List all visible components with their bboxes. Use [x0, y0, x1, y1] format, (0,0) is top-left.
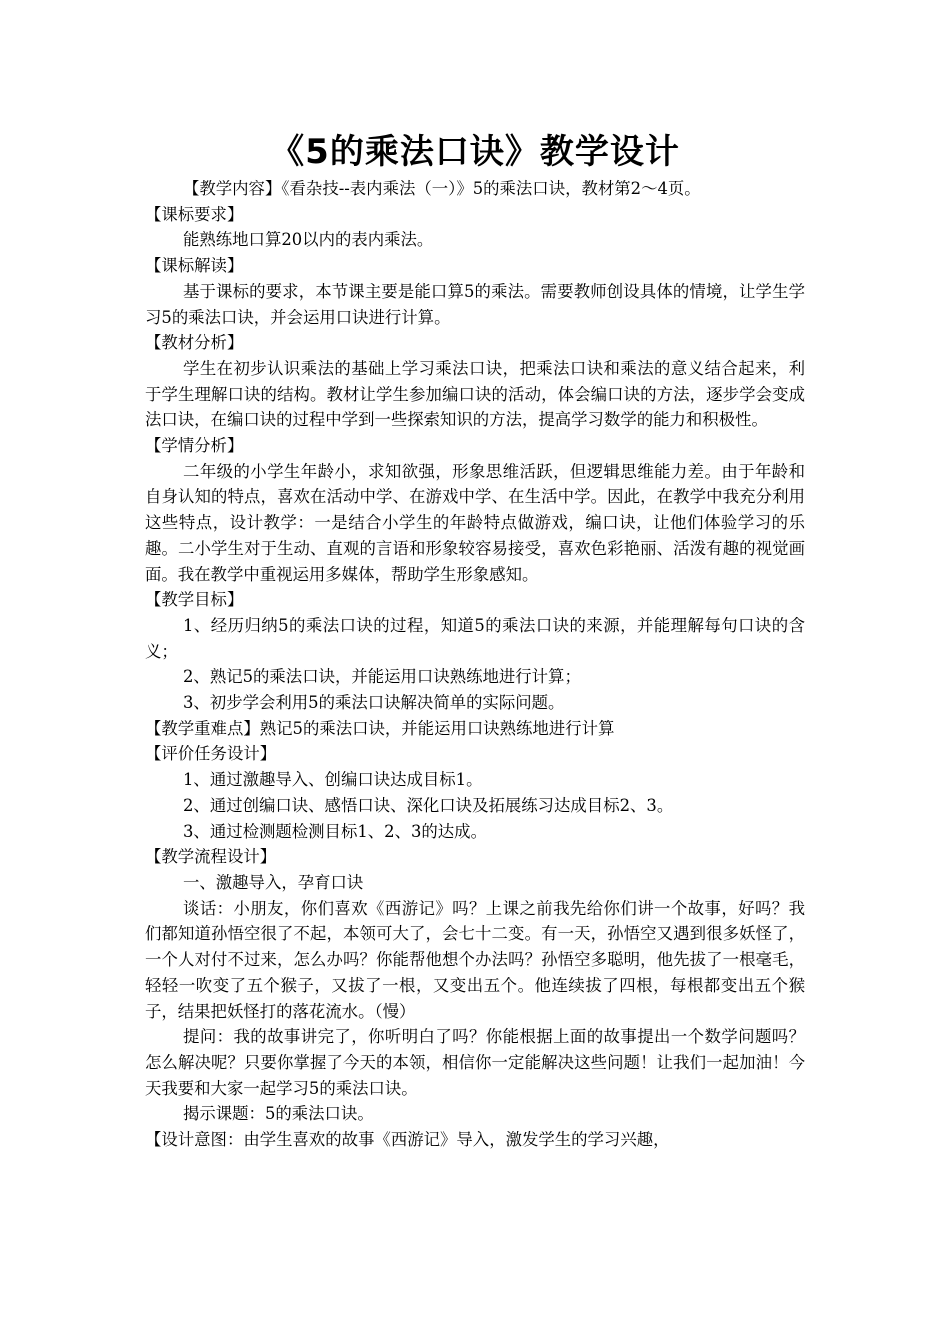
evaluation-item-1: 1、通过激趣导入、创编口诀达成目标1。 [183, 770, 483, 790]
paragraph-design-intent: 【设计意图：由学生喜欢的故事《西游记》导入，激发学生的学习兴趣， [145, 1130, 670, 1150]
paragraph-question: 提问：我的故事讲完了，你听明白了吗？你能根据上面的故事提出一个数学问题吗？怎么解决呢？只要你掌握了今天的本领，相信你一定能解决这些问题！让我们一起加油！今天我要和大家一起学习5的乘法口诀。 [145, 1027, 805, 1098]
heading-curriculum-interpretation: 【课标解读】 [145, 256, 244, 276]
heading-curriculum-requirements: 【课标要求】 [145, 204, 244, 224]
section-heading-introduction: 一、激趣导入，孕育口诀 [183, 872, 364, 892]
heading-student-analysis: 【学情分析】 [145, 436, 244, 456]
goal-item-3: 3、初步学会利用5的乘法口诀解决简单的实际问题。 [183, 693, 565, 713]
paragraph-story-dialogue: 谈话：小朋友，你们喜欢《西游记》吗？上课之前我先给你们讲一个故事，好吗？我们都知道孙悟空很了不起，本领可大了，会七十二变。有一天，孙悟空又遇到很多妖怪了，一个人对付不过来，怎么办吗？你能帮他想个办法吗？孙悟空多聪明，他先拔了一根毫毛，轻轻一吹变了五个猴子，又拔了一根，又变出五个。他连续拔了四根，每根都变出五个猴子，结果把妖怪打的落花流水。（慢） [145, 898, 805, 1021]
heading-evaluation-tasks: 【评价任务设计】 [145, 744, 277, 764]
paragraph-curriculum-requirements: 能熟练地口算20以内的表内乘法。 [183, 230, 434, 250]
paragraph-teaching-content: 【教学内容】《看杂技--表内乘法（一）》5的乘法口诀，教材第2～4页。 [183, 179, 701, 198]
paragraph-curriculum-interpretation: 基于课标的要求，本节课主要是能口算5的乘法。需要教师创设具体的情境，让学生学习5的乘法口诀，并会运用口诀进行计算。 [145, 281, 805, 327]
evaluation-item-2: 2、通过创编口诀、感悟口诀、深化口诀及拓展练习达成目标2、3。 [183, 795, 674, 815]
heading-teaching-process: 【教学流程设计】 [145, 847, 277, 867]
heading-textbook-analysis: 【教材分析】 [145, 333, 244, 353]
paragraph-student-analysis: 二年级的小学生年龄小，求知欲强，形象思维活跃，但逻辑思维能力差。由于年龄和自身认知的特点，喜欢在活动中学、在游戏中学、在生活中学。因此，在教学中我充分利用这些特点，设计教学：一是结合小学生的年龄特点做游戏，编口诀，让他们体验学习的乐趣。二小学生对于生动、直观的言语和形象较容易接受，喜欢色彩艳丽、活泼有趣的视觉画面。我在教学中重视运用多媒体，帮助学生形象感知。 [145, 461, 805, 584]
paragraph-key-points: 【教学重难点】熟记5的乘法口诀，并能运用口诀熟练地进行计算 [145, 718, 615, 738]
document-body [145, 176, 805, 1153]
goal-item-1: 1、经历归纳5的乘法口诀的过程，知道5的乘法口诀的来源，并能理解每句口诀的含义； [145, 615, 805, 661]
paragraph-textbook-analysis: 学生在初步认识乘法的基础上学习乘法口诀，把乘法口诀和乘法的意义结合起来，利于学生理解口诀的结构。教材让学生参加编口诀的活动，体会编口诀的方法，逐步学会变成法口诀，在编口诀的过程中学到一些探索知识的方法，提高学习数学的能力和积极性。 [145, 358, 805, 430]
evaluation-item-3: 3、通过检测题检测目标1、2、3的达成。 [183, 821, 487, 841]
goal-item-2: 2、熟记5的乘法口诀，并能运用口诀熟练地进行计算； [183, 667, 581, 687]
page-title: 《5的乘法口诀》教学设计 [270, 132, 680, 172]
heading-teaching-goals: 【教学目标】 [145, 590, 244, 610]
paragraph-reveal-topic: 揭示课题：5的乘法口诀。 [183, 1104, 374, 1124]
